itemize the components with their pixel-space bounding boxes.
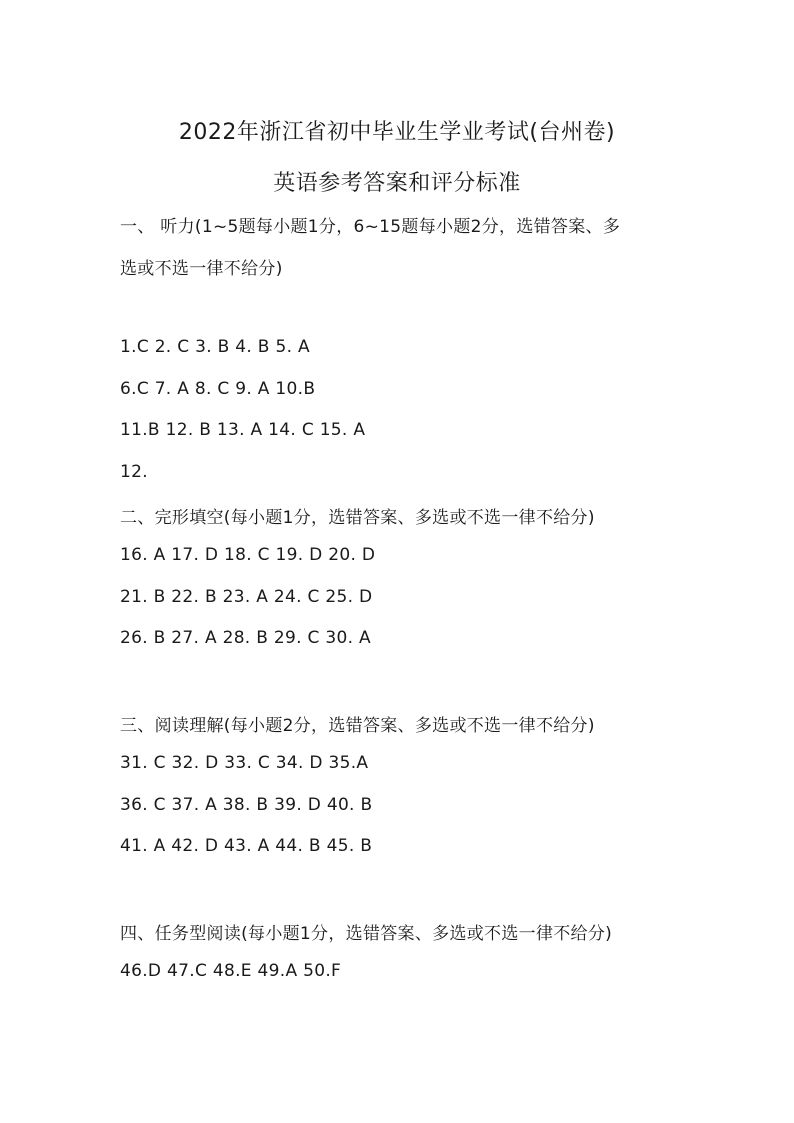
task-reading-heading: 四、任务型阅读(每小题1分，选错答案、多选或不选一律不给分) (120, 924, 613, 944)
cloze-answers-row: 26. B 27. A 28. B 29. C 30. A (120, 628, 371, 648)
task-reading-answers-row: 46.D 47.C 48.E 49.A 50.F (120, 961, 342, 981)
document-title: 2022年浙江省初中毕业生学业考试(台州卷) (178, 120, 616, 145)
listening-answers-row: 6.C 7. A 8. C 9. A 10.B (120, 379, 316, 399)
reading-answers-row: 36. C 37. A 38. B 39. D 40. B (120, 795, 373, 815)
listening-answers-row: 1.C 2. C 3. B 4. B 5. A (120, 337, 310, 357)
reading-heading: 三、阅读理解(每小题2分，选错答案、多选或不选一律不给分) (120, 716, 595, 736)
cloze-heading: 二、完形填空(每小题1分，选错答案、多选或不选一律不给分) (120, 508, 595, 528)
listening-heading-line1: 一、 听力(1~5题每小题1分，6~15题每小题2分，选错答案、多 (120, 217, 621, 237)
listening-answers-row: 11.B 12. B 13. A 14. C 15. A (120, 420, 366, 440)
listening-heading-line2: 选或不选一律不给分) (120, 259, 283, 279)
reading-answers-row: 41. A 42. D 43. A 44. B 45. B (120, 836, 373, 856)
cloze-answers-row: 16. A 17. D 18. C 19. D 20. D (120, 545, 376, 565)
reading-answers-row: 31. C 32. D 33. C 34. D 35.A (120, 753, 369, 773)
listening-answers-row: 12. (120, 462, 148, 482)
document-subtitle: 英语参考答案和评分标准 (273, 171, 521, 196)
cloze-answers-row: 21. B 22. B 23. A 24. C 25. D (120, 587, 373, 607)
